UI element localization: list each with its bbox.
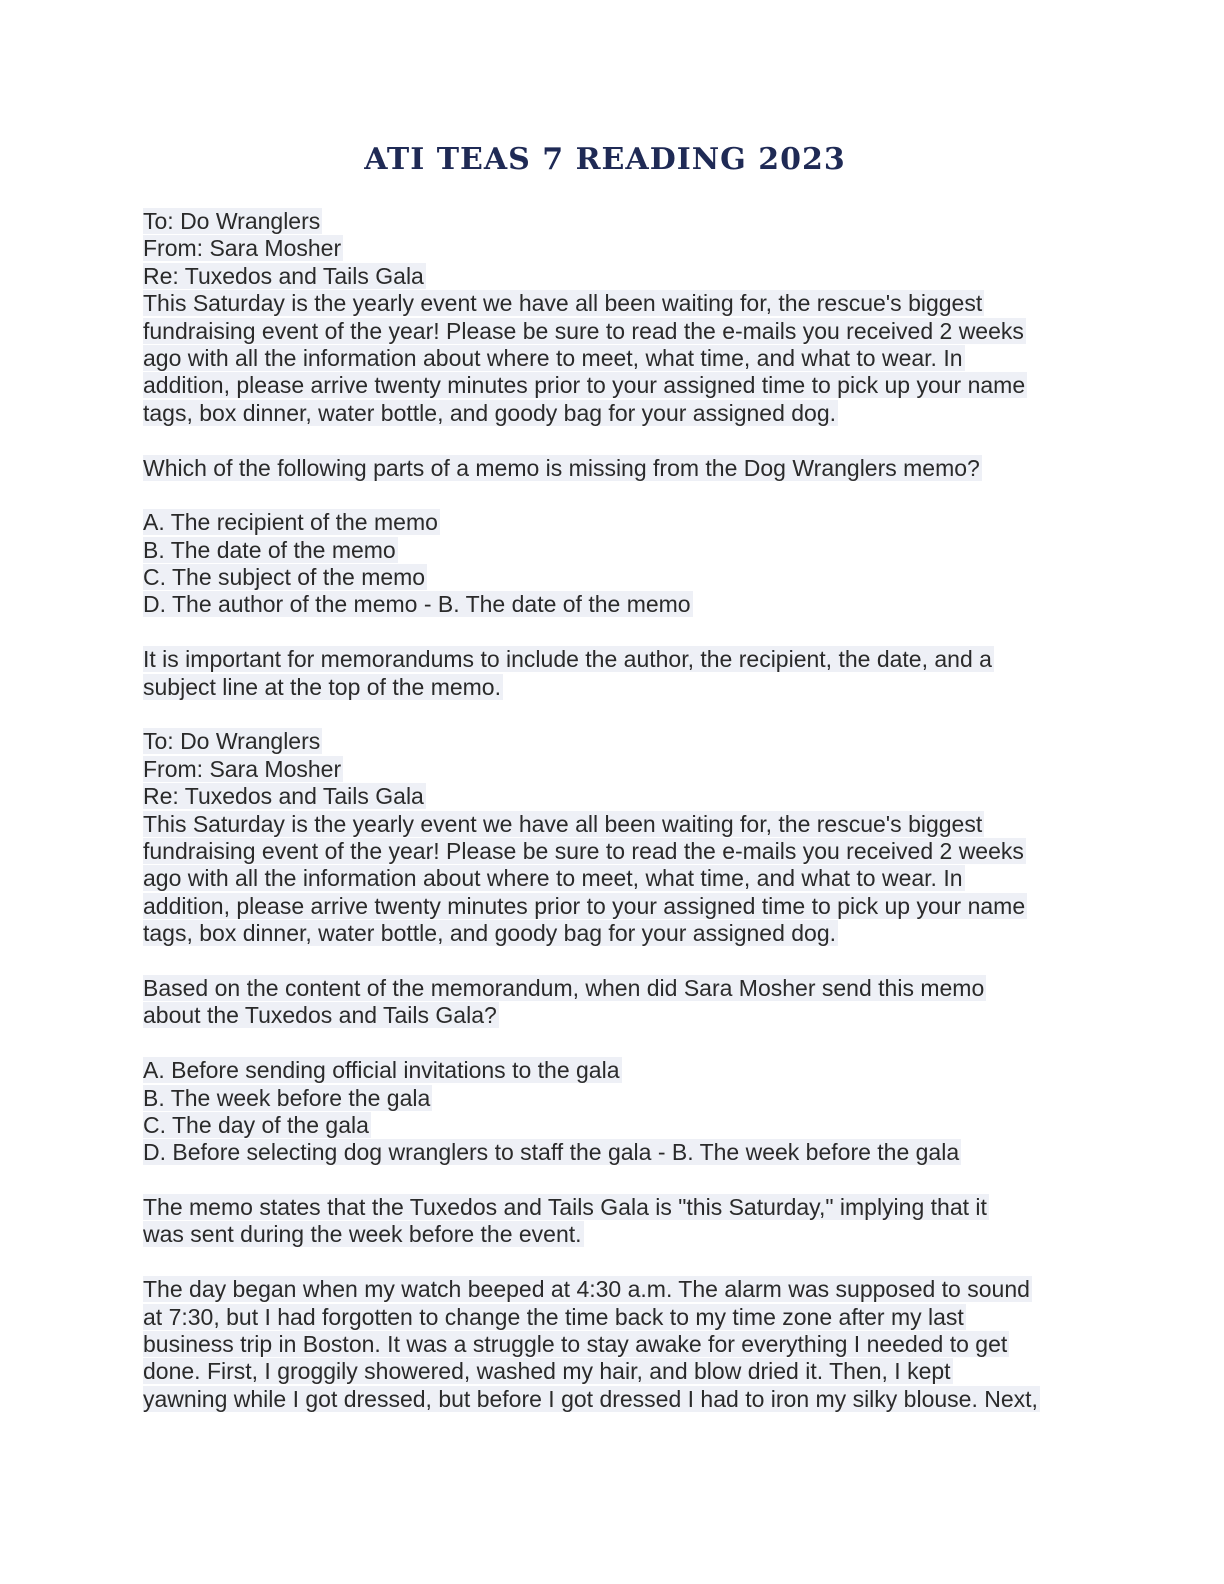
memo-body-line: This Saturday is the yearly event we have all been waiting for, the rescue's biggest bbox=[143, 810, 983, 837]
memo-body-line: addition, please arrive twenty minutes prior to your assigned time to pick up your name bbox=[143, 372, 1026, 399]
question-prompt: about the Tuxedos and Tails Gala? bbox=[143, 1002, 497, 1029]
explanation-line: The memo states that the Tuxedos and Tails Gala is "this Saturday," implying that it bbox=[143, 1194, 987, 1221]
answer-option: A. Before sending official invitations to the gala bbox=[143, 1057, 620, 1084]
passage-line: yawning while I got dressed, but before I got dressed I had to iron my silky blouse. Next, bbox=[143, 1385, 1038, 1412]
memo-1 bbox=[143, 208, 1083, 427]
memo-body-line: tags, box dinner, water bottle, and goody bag for your assigned dog. bbox=[143, 920, 837, 947]
memo-body-line: ago with all the information about where to meet, what time, and what to wear. In bbox=[143, 865, 963, 892]
answer-option: B. The date of the memo bbox=[143, 536, 396, 563]
document-body bbox=[143, 208, 1083, 1413]
passage-line: business trip in Boston. It was a struggle to stay awake for everything I needed to get bbox=[143, 1331, 1008, 1358]
passage-3 bbox=[143, 1276, 1083, 1413]
question-1 bbox=[143, 455, 1083, 702]
memo-body-line: tags, box dinner, water bottle, and goody bag for your assigned dog. bbox=[143, 399, 837, 426]
passage-line: done. First, I groggily showered, washed my hair, and blow dried it. Then, I kept bbox=[143, 1358, 951, 1385]
memo-body-line: ago with all the information about where to meet, what time, and what to wear. In bbox=[143, 344, 963, 371]
memo-re-line: Re: Tuxedos and Tails Gala bbox=[143, 262, 424, 289]
passage-line: at 7:30, but I had forgotten to change the time back to my time zone after my last bbox=[143, 1303, 964, 1330]
answer-option: C. The day of the gala bbox=[143, 1111, 369, 1138]
memo-2 bbox=[143, 728, 1083, 947]
memo-to-line: To: Do Wranglers bbox=[143, 728, 321, 755]
memo-to-line: To: Do Wranglers bbox=[143, 208, 321, 234]
answer-option: A. The recipient of the memo bbox=[143, 509, 438, 536]
memo-body-line: addition, please arrive twenty minutes prior to your assigned time to pick up your name bbox=[143, 892, 1026, 919]
document-title: ATI TEAS 7 READING 2023 bbox=[364, 142, 846, 177]
memo-body-line: fundraising event of the year! Please be sure to read the e-mails you received 2 weeks bbox=[143, 837, 1024, 864]
answer-option: D. Before selecting dog wranglers to staff the gala - B. The week before the gala bbox=[143, 1139, 960, 1166]
answer-option: B. The week before the gala bbox=[143, 1084, 431, 1111]
memo-re-line: Re: Tuxedos and Tails Gala bbox=[143, 783, 424, 810]
memo-from-line: From: Sara Mosher bbox=[143, 755, 342, 782]
memo-body-line: This Saturday is the yearly event we have all been waiting for, the rescue's biggest bbox=[143, 290, 983, 317]
question-2 bbox=[143, 975, 1083, 1249]
explanation-line: subject line at the top of the memo. bbox=[143, 673, 501, 700]
explanation-line: was sent during the week before the event. bbox=[143, 1221, 582, 1248]
question-prompt: Which of the following parts of a memo is missing from the Dog Wranglers memo? bbox=[143, 454, 980, 481]
passage-line: The day began when my watch beeped at 4:30 a.m. The alarm was supposed to sound bbox=[143, 1276, 1030, 1303]
memo-from-line: From: Sara Mosher bbox=[143, 235, 342, 262]
answer-option: D. The author of the memo - B. The date of the memo bbox=[143, 591, 691, 618]
memo-body-line: fundraising event of the year! Please be sure to read the e-mails you received 2 weeks bbox=[143, 317, 1024, 344]
answer-option: C. The subject of the memo bbox=[143, 564, 426, 591]
question-prompt: Based on the content of the memorandum, when did Sara Mosher send this memo bbox=[143, 974, 985, 1001]
explanation-line: It is important for memorandums to include the author, the recipient, the date, and a bbox=[143, 646, 992, 673]
